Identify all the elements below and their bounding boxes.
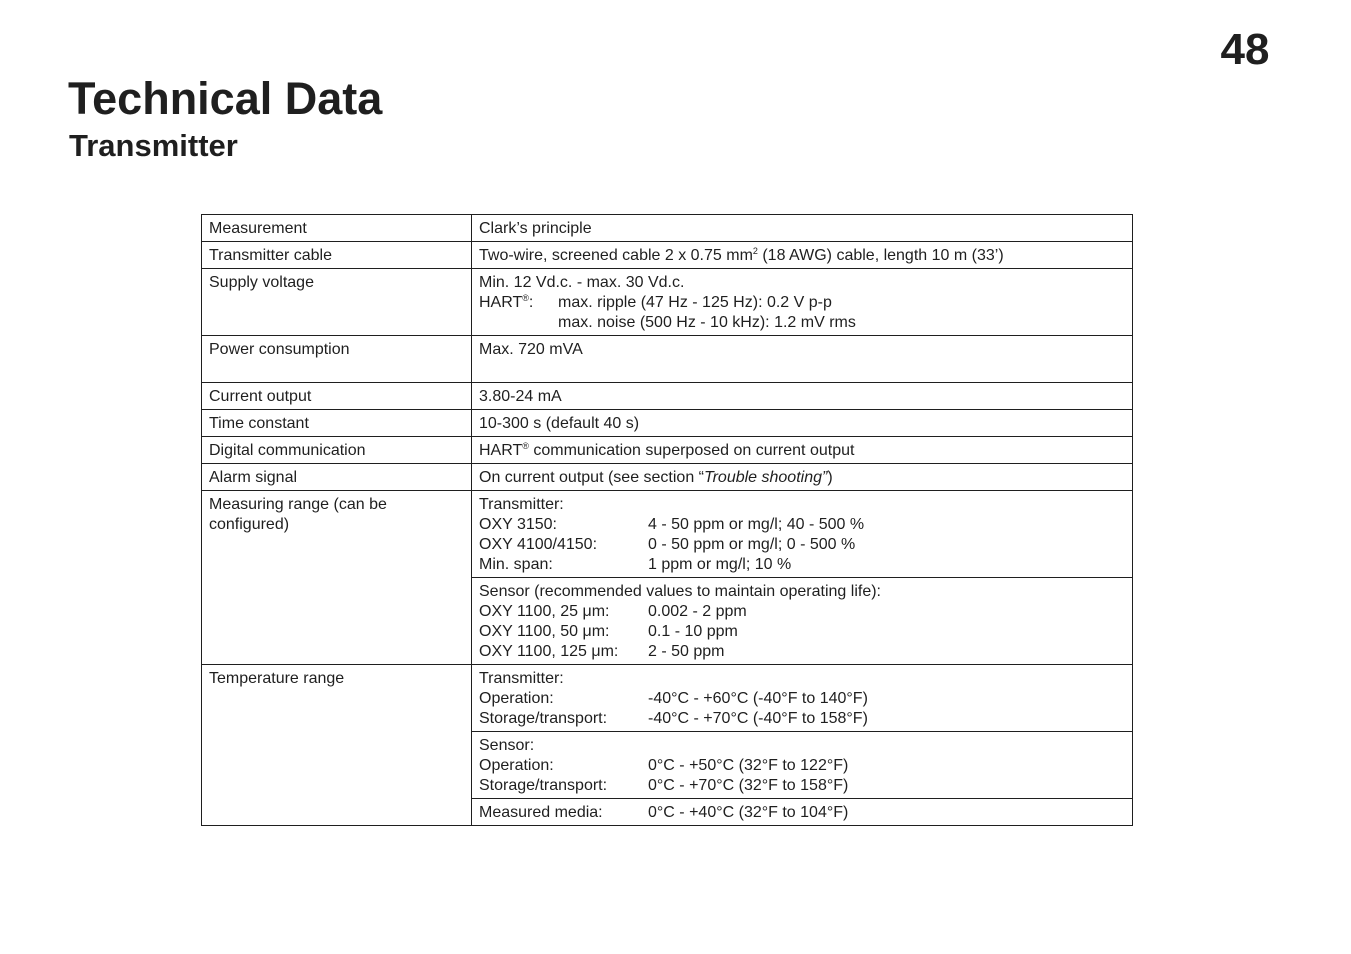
value-pair (479, 689, 1125, 709)
value-text: max. ripple (47 Hz - 125 Hz): 0.2 V p-p (558, 294, 832, 311)
pair-key: Operation: (479, 757, 554, 774)
value-text: max. noise (500 Hz - 10 kHz): 1.2 mV rms (558, 314, 856, 331)
table-row (202, 437, 1133, 464)
param-value (472, 242, 1133, 269)
value-text: : (528, 294, 534, 311)
hart-line (479, 313, 1125, 333)
param-label: Supply voltage (202, 269, 472, 336)
value-pair (479, 776, 1125, 796)
param-value: Clark’s principle (472, 215, 1133, 242)
pair-value: 0.1 - 10 ppm (648, 623, 738, 640)
table-row (202, 215, 1133, 242)
pair-key: OXY 4100/4150: (479, 536, 598, 553)
table-row (202, 242, 1133, 269)
value-pair (479, 535, 1125, 555)
pair-value: 0°C - +70°C (32°F to 158°F) (648, 777, 849, 794)
value-pair (479, 602, 1125, 622)
value-pair (479, 622, 1125, 642)
spacer (479, 313, 558, 333)
registered-mark: ® (522, 293, 529, 303)
pair-value: -40°C - +70°C (-40°F to 158°F) (648, 710, 868, 727)
param-value: Max. 720 mVA (472, 336, 1133, 383)
param-label: Power consumption (202, 336, 472, 383)
value-text: communication superposed on current output (528, 442, 855, 459)
param-value: 3.80-24 mA (472, 383, 1133, 410)
value-text: Two-wire, screened cable 2 x 0.75 mm (479, 247, 753, 264)
param-label: Temperature range (202, 665, 472, 826)
pair-key: Min. span: (479, 556, 553, 573)
param-value (472, 799, 1133, 826)
pair-value: 4 - 50 ppm or mg/l; 40 - 500 % (648, 516, 865, 533)
value-heading: Transmitter: (479, 670, 564, 687)
pair-key: OXY 3150: (479, 516, 557, 533)
param-value (472, 491, 1133, 578)
table-row (202, 410, 1133, 437)
param-value: 10-300 s (default 40 s) (472, 410, 1133, 437)
section-reference: Trouble shooting” (704, 469, 828, 486)
pair-key: OXY 1100, 50 μm: (479, 623, 610, 640)
pair-key: OXY 1100, 25 μm: (479, 603, 610, 620)
pair-value: 1 ppm or mg/l; 10 % (648, 556, 792, 573)
pair-value: 0 - 50 ppm or mg/l; 0 - 500 % (648, 536, 856, 553)
pair-key: Storage/transport: (479, 710, 608, 727)
value-text: (18 AWG) cable, length 10 m (33’) (757, 247, 1004, 264)
registered-mark: ® (522, 441, 529, 451)
param-value (472, 464, 1133, 491)
table-row (202, 336, 1133, 383)
pair-value: 2 - 50 ppm (648, 643, 725, 660)
param-label: Current output (202, 383, 472, 410)
pair-key: Operation: (479, 690, 554, 707)
value-pair (479, 515, 1125, 535)
param-label: Time constant (202, 410, 472, 437)
param-value (472, 578, 1133, 665)
table-row (202, 383, 1133, 410)
param-value (472, 437, 1133, 464)
value-pair (479, 642, 1125, 662)
value-pair (479, 756, 1125, 776)
param-label: Alarm signal (202, 464, 472, 491)
page-number: 48 (1220, 25, 1270, 74)
table-row (202, 464, 1133, 491)
value-heading: Transmitter: (479, 496, 564, 513)
superscript: 2 (752, 246, 758, 256)
technical-data-table (201, 214, 1133, 826)
value-line: Min. 12 Vd.c. - max. 30 Vd.c. (479, 274, 685, 291)
param-value (472, 269, 1133, 336)
page-title: Technical Data (68, 73, 383, 124)
value-pair (479, 709, 1125, 729)
pair-key: OXY 1100, 125 μm: (479, 643, 619, 660)
param-value (472, 665, 1133, 732)
pair-value: -40°C - +60°C (-40°F to 140°F) (648, 690, 868, 707)
param-value (472, 732, 1133, 799)
value-heading: Sensor: (479, 737, 535, 754)
table-row (202, 269, 1133, 336)
value-heading: Sensor (recommended values to maintain operating life): (479, 583, 881, 600)
hart-line (479, 293, 1125, 313)
pair-value: 0°C - +40°C (32°F to 104°F) (648, 804, 849, 821)
value-pair (479, 803, 1125, 823)
page-subtitle: Transmitter (69, 128, 238, 163)
hart-key (479, 293, 558, 313)
pair-key: Storage/transport: (479, 777, 608, 794)
value-text: ) (827, 469, 833, 486)
value-text: HART (479, 294, 523, 311)
param-label: Measurement (202, 215, 472, 242)
pair-key: Measured media: (479, 804, 603, 821)
param-label: Measuring range (can be configured) (202, 491, 472, 665)
param-label: Digital communication (202, 437, 472, 464)
value-text: On current output (see section “ (479, 469, 704, 486)
table-row (202, 491, 1133, 578)
value-text: HART (479, 442, 523, 459)
table-row (202, 665, 1133, 732)
param-label: Transmitter cable (202, 242, 472, 269)
value-pair (479, 555, 1125, 575)
pair-value: 0°C - +50°C (32°F to 122°F) (648, 757, 849, 774)
pair-value: 0.002 - 2 ppm (648, 603, 747, 620)
